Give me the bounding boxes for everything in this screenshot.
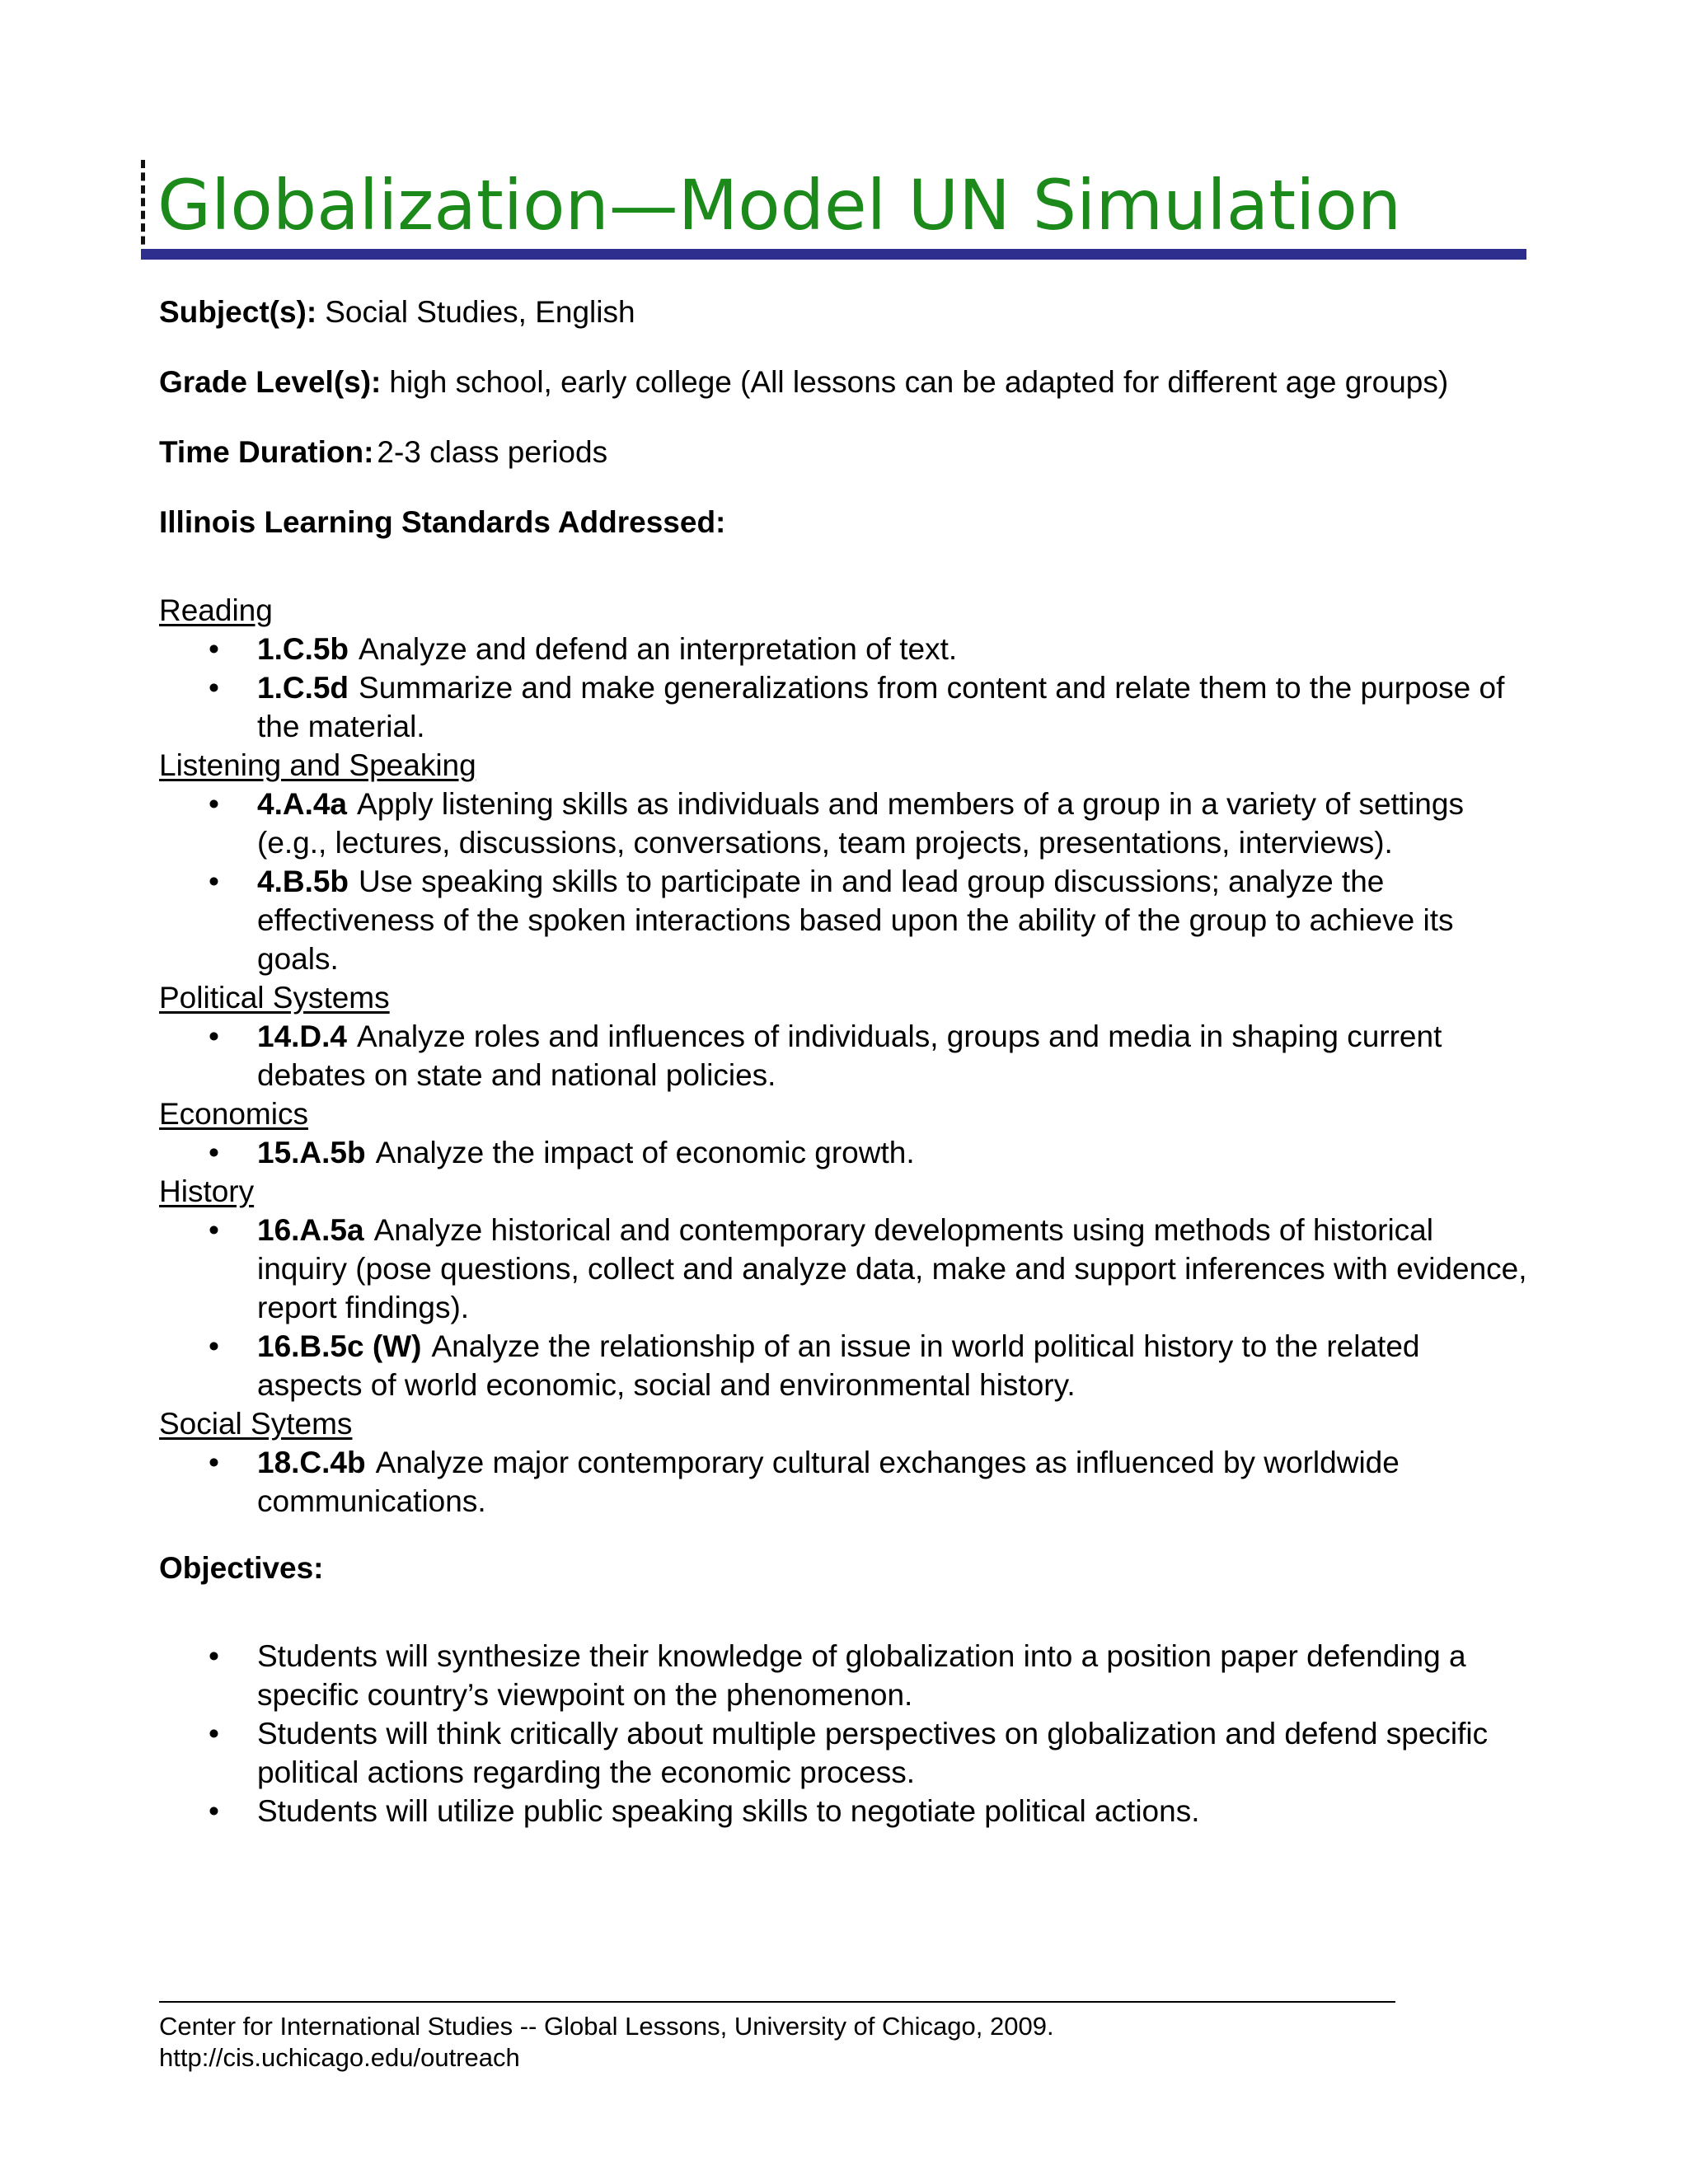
footer-url-link[interactable]: http://cis.uchicago.edu/outreach bbox=[159, 2043, 520, 2072]
category-label: Economics bbox=[159, 1097, 308, 1131]
category-label: History bbox=[159, 1174, 255, 1208]
category-items bbox=[159, 1211, 1527, 1404]
objective-text: Students will utilize public speaking skills to negotiate political actions. bbox=[257, 1794, 1200, 1828]
category-items bbox=[159, 785, 1527, 978]
standard-code: 4.B.5b bbox=[257, 865, 349, 898]
category-items bbox=[159, 1017, 1527, 1094]
objective-item bbox=[159, 1637, 1527, 1714]
objective-item bbox=[159, 1792, 1527, 1830]
standard-item bbox=[159, 1443, 1527, 1521]
title-underline-rule bbox=[141, 249, 1526, 260]
bullet-icon: • bbox=[209, 1639, 219, 1673]
standards-category-listening-speaking bbox=[159, 746, 1527, 978]
subjects-field bbox=[159, 293, 1527, 331]
time-duration-field bbox=[159, 433, 1527, 471]
standards-list bbox=[159, 591, 1527, 1521]
standard-text: Analyze major contemporary cultural exchanges as influenced by worldwide communications. bbox=[257, 1446, 1400, 1518]
standard-code: 1.C.5b bbox=[257, 632, 349, 666]
bullet-icon: • bbox=[209, 865, 219, 898]
category-label: Social Sytems bbox=[159, 1407, 353, 1441]
objectives-list bbox=[159, 1637, 1527, 1830]
page-footer bbox=[159, 2001, 1395, 2074]
standard-text: Analyze roles and influences of individuals, groups and media in shaping current debates on state and national policies. bbox=[257, 1019, 1442, 1092]
grade-level-label: Grade Level(s): bbox=[159, 365, 382, 399]
standard-code: 16.A.5a bbox=[257, 1213, 364, 1247]
standard-item bbox=[159, 1133, 1527, 1172]
standard-item bbox=[159, 1211, 1527, 1327]
footer-rule bbox=[159, 2001, 1395, 2003]
bullet-icon: • bbox=[209, 1136, 219, 1169]
category-label: Political Systems bbox=[159, 981, 390, 1015]
document-body bbox=[159, 293, 1527, 1830]
title-margin-mark bbox=[141, 160, 145, 257]
page-title: Globalization—Model UN Simulation bbox=[157, 165, 1402, 246]
objectives-heading: Objectives: bbox=[159, 1551, 324, 1585]
subjects-label: Subject(s): bbox=[159, 295, 317, 329]
standard-code: 16.B.5c (W) bbox=[257, 1329, 422, 1363]
bullet-icon: • bbox=[209, 1446, 219, 1479]
subjects-value: Social Studies, English bbox=[325, 295, 635, 329]
standard-item bbox=[159, 862, 1527, 978]
standard-item bbox=[159, 1017, 1527, 1094]
standard-code: 18.C.4b bbox=[257, 1446, 366, 1479]
bullet-icon: • bbox=[209, 1717, 219, 1750]
standards-category-history bbox=[159, 1172, 1527, 1404]
standard-text: Summarize and make generalizations from content and relate them to the purpose of the material. bbox=[257, 671, 1505, 743]
standards-category-political-systems bbox=[159, 978, 1527, 1094]
grade-level-field bbox=[159, 363, 1527, 401]
standard-code: 4.A.4a bbox=[257, 787, 348, 821]
category-label: Reading bbox=[159, 593, 273, 627]
time-duration-value: 2-3 class periods bbox=[377, 435, 608, 469]
standard-item bbox=[159, 785, 1527, 862]
standard-code: 14.D.4 bbox=[257, 1019, 348, 1053]
standard-item bbox=[159, 1327, 1527, 1404]
standard-text: Analyze the impact of economic growth. bbox=[375, 1136, 915, 1169]
standard-text: Analyze historical and contemporary developments using methods of historical inquiry (pose questions, collect and analyze data, make and support inferences with evidence, report findings). bbox=[257, 1213, 1527, 1324]
bullet-icon: • bbox=[209, 1019, 219, 1053]
standard-code: 1.C.5d bbox=[257, 671, 349, 705]
standards-category-reading bbox=[159, 591, 1527, 746]
footer-credit: Center for International Studies -- Global Lessons, University of Chicago, 2009. bbox=[159, 2012, 1054, 2041]
standard-text: Analyze and defend an interpretation of text. bbox=[359, 632, 958, 666]
bullet-icon: • bbox=[209, 1213, 219, 1247]
category-items bbox=[159, 1443, 1527, 1521]
objective-item bbox=[159, 1714, 1527, 1792]
bullet-icon: • bbox=[209, 1329, 219, 1363]
standard-item bbox=[159, 668, 1527, 746]
standard-code: 15.A.5b bbox=[257, 1136, 366, 1169]
standard-item bbox=[159, 630, 1527, 668]
bullet-icon: • bbox=[209, 632, 219, 666]
category-items bbox=[159, 630, 1527, 746]
objective-text: Students will think critically about multiple perspectives on globalization and defend specific political actions regarding the economic process. bbox=[257, 1717, 1489, 1789]
standards-heading: Illinois Learning Standards Addressed: bbox=[159, 505, 726, 539]
standards-category-social-systems bbox=[159, 1404, 1527, 1521]
standards-category-economics bbox=[159, 1094, 1527, 1172]
objective-text: Students will synthesize their knowledge of globalization into a position paper defending a specific country’s viewpoint on the phenomenon. bbox=[257, 1639, 1466, 1712]
standard-text: Apply listening skills as individuals and members of a group in a variety of settings (e.g., lectures, discussions, conversations, team projects, presentations, interviews). bbox=[257, 787, 1464, 860]
standard-text: Analyze the relationship of an issue in world political history to the related aspects of world economic, social and environmental history. bbox=[257, 1329, 1420, 1402]
time-duration-label: Time Duration: bbox=[159, 435, 374, 469]
bullet-icon: • bbox=[209, 1794, 219, 1828]
bullet-icon: • bbox=[209, 671, 219, 705]
bullet-icon: • bbox=[209, 787, 219, 821]
standard-text: Use speaking skills to participate in and lead group discussions; analyze the effectiveness of the spoken interactions based upon the ability of the group to achieve its goals. bbox=[257, 865, 1454, 976]
grade-level-value: high school, early college (All lessons can be adapted for different age groups) bbox=[389, 365, 1449, 399]
category-label: Listening and Speaking bbox=[159, 748, 476, 782]
category-items bbox=[159, 1133, 1527, 1172]
